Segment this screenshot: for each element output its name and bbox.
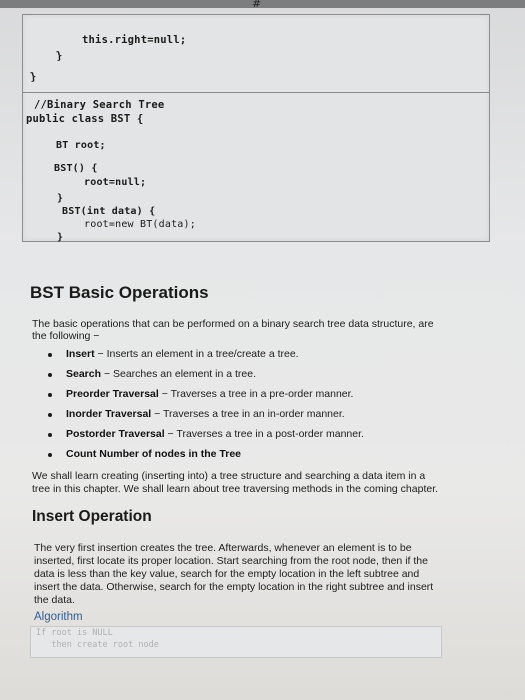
- code-line: }: [57, 193, 64, 204]
- top-edge-bar: [0, 0, 525, 8]
- operation-description: Traverses a tree in a post-order manner.: [176, 428, 364, 440]
- code-line: BST() {: [54, 163, 98, 174]
- insert-text: inserted, first locate its proper location. Start searching from the root node, then if the: [34, 555, 428, 567]
- insert-text: the data.: [34, 594, 75, 606]
- outro-text: We shall learn creating (inserting into) a tree structure and searching a data item in a: [32, 470, 426, 482]
- bullet-icon: [48, 393, 52, 397]
- operation-term: Preorder Traversal: [66, 388, 159, 400]
- algorithm-label: Algorithm: [34, 611, 83, 623]
- intro-text: The basic operations that can be performed on a binary search tree data structure, are: [32, 318, 434, 330]
- separator: −: [101, 368, 113, 380]
- insert-text: data is less than the key value, search for the empty location in the left subtree and: [34, 568, 420, 580]
- outro-text: tree in this chapter. We shall learn about tree traversing methods in the coming chapter.: [32, 483, 439, 495]
- bullet-icon: [48, 433, 52, 437]
- insert-text: The very first insertion creates the tree. Afterwards, whenever an element is to be: [34, 542, 412, 554]
- operation-description: Inserts an element in a tree/create a tree.: [106, 348, 299, 360]
- code-line: root=null;: [84, 177, 147, 188]
- intro-text: the following −: [32, 330, 100, 342]
- operation-description: Traverses a tree in a pre-order manner.: [170, 388, 354, 400]
- operation-term: Search: [66, 368, 102, 380]
- operation-term: Insert: [66, 348, 95, 360]
- bullet-icon: [48, 373, 52, 377]
- bullet-icon: [48, 353, 52, 357]
- code-line: }: [57, 232, 64, 243]
- code-line: }: [55, 49, 64, 63]
- algorithm-line: then create root node: [36, 640, 159, 650]
- code-line: this.right=null;: [82, 34, 187, 46]
- bullet-icon: [48, 413, 52, 417]
- code-line: BT root;: [56, 140, 106, 151]
- separator: −: [158, 388, 171, 400]
- section-heading-basic-operations: BST Basic Operations: [30, 283, 209, 302]
- code-divider: [22, 92, 489, 93]
- bullet-icon: [48, 453, 52, 457]
- code-line: BST(int data) {: [62, 206, 156, 217]
- insert-text: insert the data. Otherwise, search for the empty location in the right subtree and insert: [34, 581, 434, 593]
- separator: −: [151, 408, 163, 420]
- operation-term: Postorder Traversal: [66, 428, 165, 440]
- code-line: //Binary Search Tree: [34, 99, 165, 111]
- separator: −: [94, 348, 107, 360]
- separator: −: [164, 428, 177, 440]
- operation-description: Traverses a tree in an in-order manner.: [163, 408, 345, 420]
- operation-description: Searches an element in a tree.: [113, 368, 257, 380]
- section-heading-insert-operation: Insert Operation: [32, 508, 152, 525]
- code-line: }: [29, 70, 38, 84]
- operation-term: Inorder Traversal: [66, 408, 152, 420]
- operation-term: Count Number of nodes in the Tree: [66, 448, 242, 460]
- code-line: public class BST {: [26, 113, 144, 125]
- algorithm-line: If root is NULL: [36, 628, 113, 638]
- hash-mark: #: [252, 0, 262, 10]
- code-line: root=new BT(data);: [84, 219, 196, 230]
